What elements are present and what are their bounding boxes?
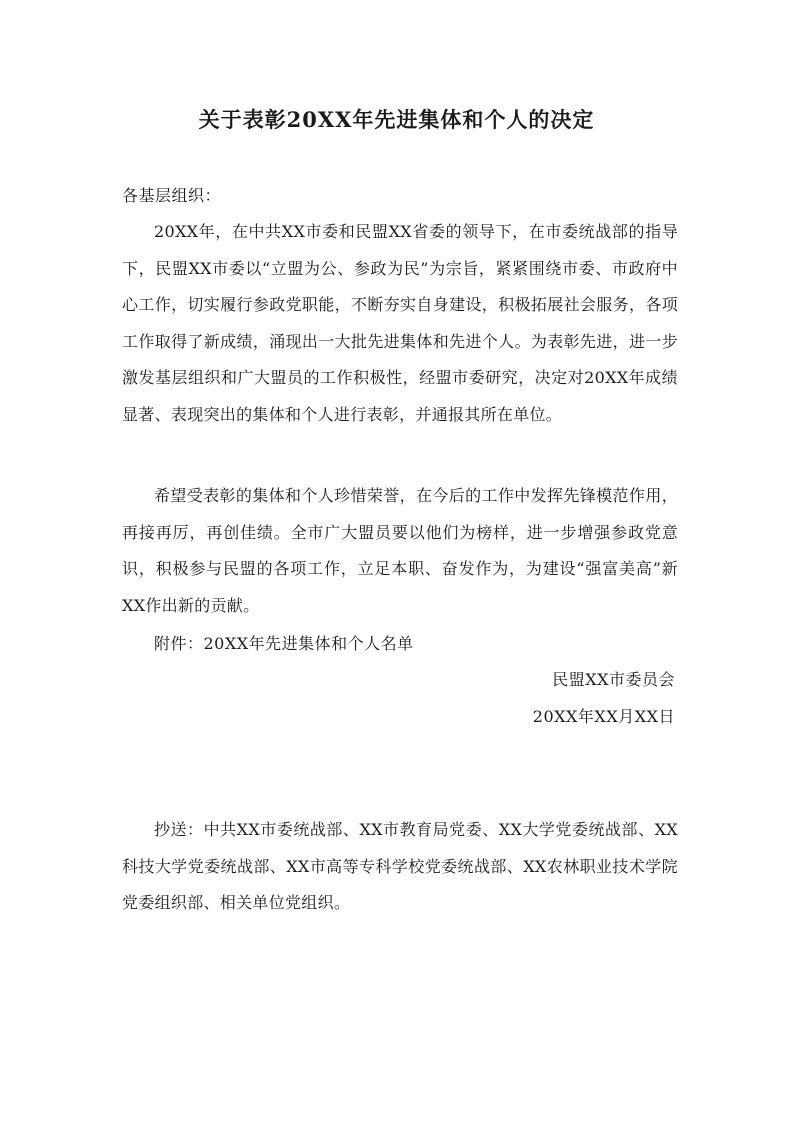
salutation: 各基层组织：: [122, 186, 222, 205]
body-paragraph-2: [122, 478, 678, 624]
issue-date: 20XX年XX月XX日: [532, 707, 675, 726]
attachment-note: 附件：20XX年先进集体和个人名单: [154, 634, 414, 653]
paragraph-text: 希望受表彰的集体和个人珍惜荣誉，在今后的工作中发挥先锋模范作用，再接再厉，再创佳绩。全市广大盟员要以他们为榜样，进一步增强参政党意识，积极参与民盟的各项工作，立足本职、奋发作为，为建设“强富美高”新XX作出新的贡献。: [122, 486, 678, 615]
cc-text: 抄送：中共XX市委统战部、XX市教育局党委、XX大学党委统战部、XX科技大学党委统战部、XX市高等专科学校党委统战部、XX农林职业技术学院党委组织部、相关单位党组织。: [122, 820, 678, 912]
document-title: 关于表彰20XX年先进集体和个人的决定: [198, 107, 595, 132]
cc-section: [122, 812, 678, 922]
paragraph-text: 20XX年，在中共XX市委和民盟XX省委的领导下，在市委统战部的指导下，民盟XX市委以“立盟为公、参政为民”为宗旨，紧紧围绕市委、市政府中心工作，切实履行参政党职能，不断夯实自身建设，积极拓展社会服务，各项工作取得了新成绩，涌现出一大批先进集体和先进个人。为表彰先进，进一步激发基层组织和广大盟员的工作积极性，经盟市委研究，决定对20XX年成绩显著、表现突出的集体和个人进行表彰，并通报其所在单位。: [122, 222, 678, 424]
body-paragraph-1: [122, 214, 678, 433]
signer-organization: 民盟XX市委员会: [552, 670, 675, 689]
